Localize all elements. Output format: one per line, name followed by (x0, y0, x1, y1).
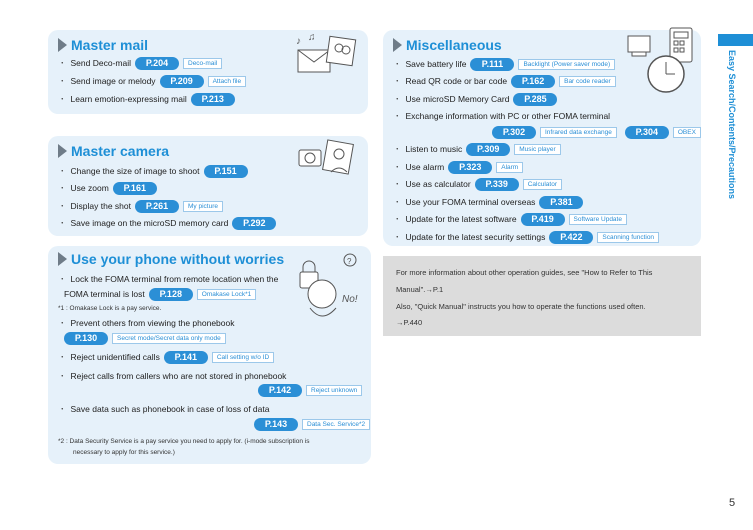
list-item: ・ Use as calculator P.339 Calculator (393, 177, 562, 191)
list-item-continued (60, 331, 226, 345)
footnote-2-continued: necessary to apply for this service.) (73, 449, 175, 456)
footnote-1: *1 : Omakase Lock is a pay service. (58, 305, 162, 312)
item-text: Change the size of image to shoot (70, 166, 200, 176)
item-text: Send image or melody (70, 76, 156, 86)
side-tab-label: Easy Search/Contents/Precautions (727, 50, 737, 200)
section-arrow-icon (58, 38, 67, 52)
list-item: ・ Update for the latest software P.419 Software Update (393, 212, 627, 226)
page-ref-button[interactable]: P.151 (204, 165, 248, 178)
section-arrow-icon (58, 252, 67, 266)
item-text: Save image on the microSD memory card (70, 218, 229, 228)
item-text: Use your FOMA terminal overseas (405, 197, 536, 207)
page-ref-button[interactable]: P.204 (135, 57, 179, 70)
item-text: Reject unidentified calls (70, 352, 160, 362)
page-ref-button[interactable]: P.141 (164, 351, 208, 364)
item-text: Read QR code or bar code (405, 76, 508, 86)
page-ref-button[interactable]: P.419 (521, 213, 565, 226)
function-label: Data Sec. Service*2 (302, 419, 370, 430)
page-ref-button[interactable]: P.309 (466, 143, 510, 156)
page-ref-button[interactable]: P.143 (254, 418, 298, 431)
function-label: Calculator (523, 179, 562, 190)
item-text: Use microSD Memory Card (405, 94, 510, 104)
item-text: Reject calls from callers who are not stored in phonebook (70, 371, 287, 381)
list-item: ・ Use your FOMA terminal overseas P.381 (393, 195, 583, 209)
list-item: ・ Save image on the microSD memory card P.292 (58, 216, 276, 230)
item-text: Display the shot (70, 201, 131, 211)
list-item: ・ Change the size of image to shoot P.151 (58, 164, 248, 178)
misc-heading (393, 36, 502, 54)
function-label: Bar code reader (559, 76, 616, 87)
list-item: ・ Reject calls from callers who are not stored in phonebook (58, 371, 287, 381)
item-text: Save battery life (405, 59, 467, 69)
guide-line: Manual".→P.1 (396, 285, 444, 294)
page-ref-button[interactable]: P.285 (513, 93, 557, 106)
list-item: ・ Read QR code or bar code P.162 Bar code reader (393, 74, 616, 88)
mail-illustration (292, 32, 362, 80)
camera-illustration (295, 138, 361, 184)
page-ref-button[interactable]: P.111 (470, 58, 514, 71)
page-ref-button[interactable]: P.128 (149, 288, 193, 301)
list-item-continued (254, 383, 362, 397)
list-item-continued (488, 125, 701, 139)
item-text: Exchange information with PC or other FOMA terminal (405, 111, 611, 121)
function-label: Scanning function (597, 232, 659, 243)
svg-text:No!: No! (342, 294, 358, 305)
page-ref-button[interactable]: P.213 (191, 93, 235, 106)
list-item: ・ Send image or melody P.209 Attach file (58, 74, 246, 88)
function-label: Alarm (496, 162, 523, 173)
function-label: Reject unknown (306, 385, 362, 396)
list-item: ・ Use zoom P.161 (58, 181, 157, 195)
worries-heading (58, 250, 284, 268)
list-item: ・ Prevent others from viewing the phonebook (58, 318, 235, 328)
page-ref-button[interactable]: P.422 (549, 231, 593, 244)
list-item: ・ Save data such as phonebook in case of loss of data (58, 404, 270, 414)
function-label: Infrared data exchange (540, 127, 617, 138)
side-tab-marker (718, 34, 753, 46)
function-label: Call setting w/o ID (212, 352, 274, 363)
item-text: Use as calculator (405, 179, 471, 189)
worries-title: Use your phone without worries (71, 251, 285, 267)
page-ref-button[interactable]: P.142 (258, 384, 302, 397)
master-camera-title: Master camera (71, 143, 170, 159)
item-text: Send Deco-mail (70, 58, 131, 68)
function-label: Secret mode/Secret data only mode (112, 333, 226, 344)
page-ref-button[interactable]: P.339 (475, 178, 519, 191)
svg-text:♪: ♪ (296, 36, 301, 47)
master-mail-heading (58, 36, 148, 54)
function-label: Music player (514, 144, 560, 155)
item-text: Learn emotion-expressing mail (70, 94, 187, 104)
guide-line: →P.440 (396, 318, 423, 327)
list-item-continued (64, 287, 256, 301)
section-arrow-icon (393, 38, 402, 52)
page-ref-button[interactable]: P.302 (492, 126, 536, 139)
list-item: ・ Listen to music P.309 Music player (393, 142, 561, 156)
function-label: Deco-mail (183, 58, 222, 69)
item-text: Update for the latest security settings (405, 232, 546, 242)
page-ref-button[interactable]: P.304 (625, 126, 669, 139)
function-label: Software Update (569, 214, 627, 225)
page-ref-button[interactable]: P.161 (113, 182, 157, 195)
page-ref-button[interactable]: P.130 (64, 332, 108, 345)
item-text: Update for the latest software (405, 214, 517, 224)
master-mail-title: Master mail (71, 37, 149, 53)
footnote-2: *2 : Data Security Service is a pay service you need to apply for. (i-mode subscription is (58, 438, 310, 445)
list-item: ・ Send Deco-mail P.204 Deco-mail (58, 56, 222, 70)
lock-illustration (292, 250, 366, 330)
misc-illustration (626, 26, 698, 100)
function-label: My picture (183, 201, 223, 212)
item-text: Save data such as phonebook in case of loss of data (70, 404, 270, 414)
item-text: Use zoom (70, 183, 109, 193)
function-label: Backlight (Power saver mode) (518, 59, 615, 70)
list-item: ・ Save battery life P.111 Backlight (Power saver mode) (393, 57, 615, 71)
page-ref-button[interactable]: P.381 (539, 196, 583, 209)
guide-line: Also, "Quick Manual" instructs you how to operate the functions used often. (396, 302, 646, 311)
item-text: FOMA terminal is lost (64, 289, 145, 299)
list-item: ・ Use alarm P.323 Alarm (393, 160, 523, 174)
list-item: ・ Display the shot P.261 My picture (58, 199, 223, 213)
misc-title: Miscellaneous (406, 37, 502, 53)
page-number: 5 (729, 497, 736, 509)
item-text: Use alarm (405, 162, 445, 172)
svg-text:♫: ♫ (308, 32, 316, 43)
item-text: Lock the FOMA terminal from remote location when the (70, 274, 279, 284)
page-ref-button[interactable]: P.209 (160, 75, 204, 88)
item-text: Listen to music (405, 144, 463, 154)
list-item-continued (250, 417, 370, 431)
page-ref-button[interactable]: P.162 (511, 75, 555, 88)
list-item: ・ Reject unidentified calls P.141 Call setting w/o ID (58, 350, 274, 364)
function-label: Attach file (208, 76, 247, 87)
page-ref-button[interactable]: P.292 (232, 217, 276, 230)
page-ref-button[interactable]: P.261 (135, 200, 179, 213)
svg-text:?: ? (347, 257, 352, 266)
list-item: ・ Use microSD Memory Card P.285 (393, 92, 557, 106)
function-label: OBEX (673, 127, 701, 138)
list-item: ・ Exchange information with PC or other FOMA terminal (393, 111, 611, 121)
guide-line: For more information about other operation guides, see "How to Refer to This (396, 268, 653, 277)
section-arrow-icon (58, 144, 67, 158)
list-item: ・ Lock the FOMA terminal from remote location when the (58, 274, 279, 284)
item-text: Prevent others from viewing the phonebook (70, 318, 235, 328)
page-ref-button[interactable]: P.323 (448, 161, 492, 174)
master-camera-heading (58, 142, 169, 160)
list-item: ・ Learn emotion-expressing mail P.213 (58, 92, 235, 106)
function-label: Omakase Lock*1 (197, 289, 257, 300)
list-item: ・ Update for the latest security settings P.422 Scanning function (393, 230, 659, 244)
